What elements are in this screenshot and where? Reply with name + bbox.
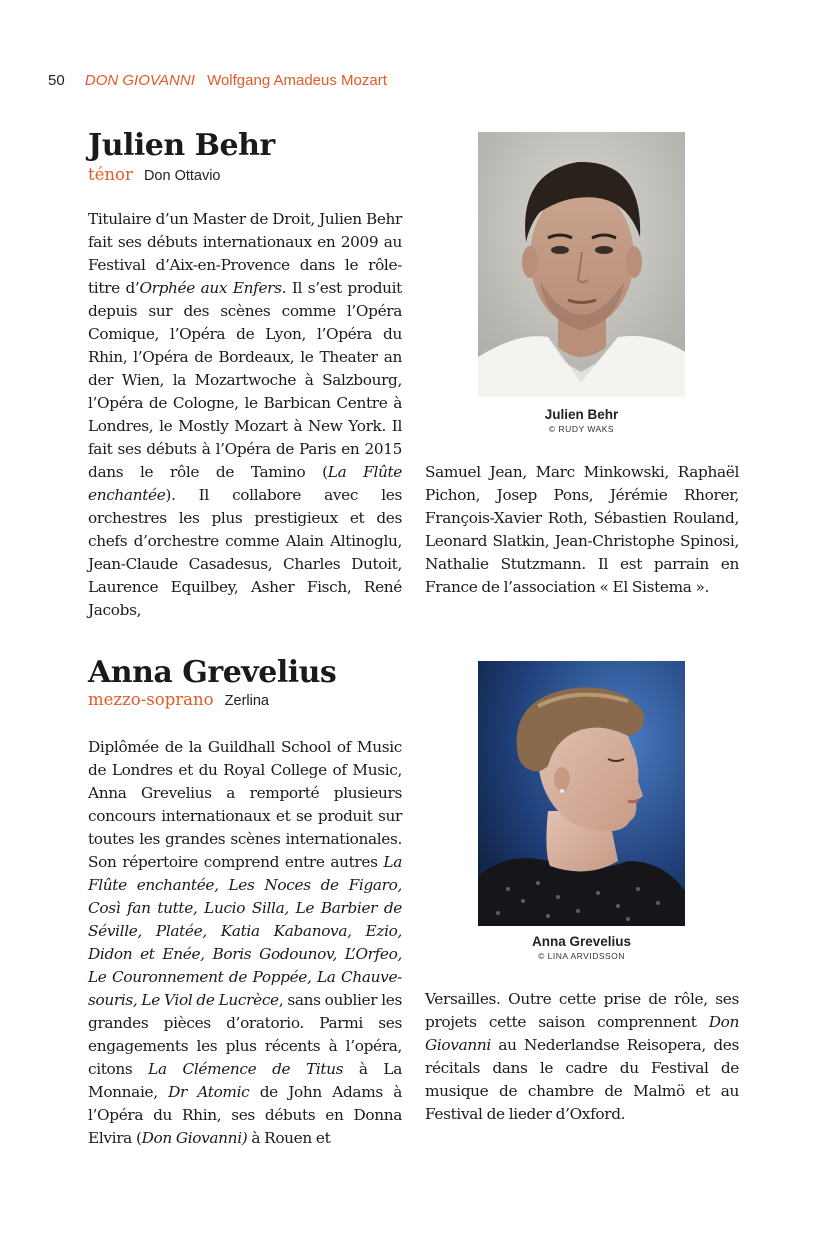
running-head — [48, 72, 387, 89]
bio-paragraph — [425, 988, 739, 1126]
photo-credit: © LINA ARVIDSSON — [538, 951, 625, 961]
bio-column-right — [425, 988, 739, 1126]
voice-role-line — [88, 690, 269, 709]
voice-role-line — [88, 165, 221, 184]
bio-paragraph: Samuel Jean, Marc Minkowski, Raphaël Pichon, Josep Pons, Jérémie Rhorer, François-Xavier Roth, Sébastien Rouland, Leonard Slatkin, Jean-Christophe Spinosi, Nathalie Stutzmann. Il est parrain en France de l’association « El Sistema ». — [425, 463, 739, 596]
bio-column-left — [88, 736, 402, 1150]
bio-paragraph — [88, 736, 402, 1150]
bio-italic: La Flûte enchantée, Les Noces de Figaro, Così fan tutte, Lucio Silla, Le Barbier de Séville, Platée, Katia Kabanova, Ezio, Didon et Enée, Boris Godounov, L’Orfeo, Le Couronnement de Poppée, La Chauve-souris, Le Viol de Lucrèce — [88, 853, 402, 1009]
photo-credit: © RUDY WAKS — [548, 424, 615, 434]
bio-text: au Nederlandse Reisopera, des récitals dans le cadre du Festival de musique de chambre de Malmö et au Festival de lieder d’Oxford. — [425, 1036, 739, 1123]
bio-italic: La Clémence de Titus — [148, 1060, 344, 1078]
bio-italic: Don Giovanni — [425, 1013, 739, 1054]
bio-italic: Dr Atomic — [168, 1083, 250, 1101]
bio-text: . Il s’est produit depuis sur des scènes comme l’Opéra Comique, l’Opéra de Lyon, l’Opéra du Rhin, l’Opéra de Bordeaux, le Theater an der Wien, la Mozartwoche à Salzbourg, l’Opéra de Cologne, le Barbican Centre à Londres, le Mostly Mozart à New York. Il fait ses débuts à l’Opéra de Paris en 2015 dans le rôle de Tamino ( — [88, 279, 402, 481]
bio-text: de John Adams à l’Opéra du Rhin, ses débuts en Donna Elvira ( — [88, 1083, 403, 1147]
artist-name: Anna Grevelius — [88, 655, 337, 690]
photo-caption — [478, 407, 685, 434]
voice-type: mezzo-soprano — [88, 690, 214, 709]
artist-photo — [478, 132, 685, 397]
artist-name: Julien Behr — [88, 128, 275, 163]
bio-column-right — [425, 461, 739, 599]
caption-name: Julien Behr — [544, 407, 619, 422]
role-name: Zerlina — [224, 693, 269, 709]
bio-italic: Orphée aux Enfers — [139, 279, 282, 297]
bio-italic: Don Giovanni) — [141, 1129, 248, 1147]
bio-italic: La Flûte enchantée — [88, 463, 402, 504]
bio-column-left — [88, 208, 402, 622]
role-name: Don Ottavio — [143, 168, 221, 184]
work-title: DON GIOVANNI — [84, 72, 195, 89]
bio-paragraph — [88, 208, 402, 622]
portrait-image — [478, 661, 685, 926]
bio-text: Diplômée de la Guildhall School of Music de Londres et du Royal College of Music, Anna Grevelius a remporté plusieurs concours internationaux et se produit sur toutes les grandes scènes internationales. Son répertoire comprend entre autres — [88, 738, 402, 871]
bio-text: Titulaire d’un Master de Droit, Julien Behr fait ses débuts internationaux en 2009 au Festival d’Aix-en-Provence dans le rôle-titre d’ — [88, 210, 402, 297]
artist-photo — [478, 661, 685, 926]
voice-type: ténor — [88, 165, 133, 184]
bio-text: à La Monnaie, — [88, 1060, 402, 1101]
bio-text: ). Il collabore avec les orchestres les plus prestigieux et des chefs d’orchestre comme Alain Altinoglu, Jean-Claude Casadesus, Charles Dutoit, Laurence Equilbey, Asher Fisch, René Jacobs, — [88, 486, 402, 619]
portrait-image — [478, 132, 685, 397]
photo-caption — [478, 934, 685, 961]
caption-name: Anna Grevelius — [531, 934, 632, 949]
bio-text: Versailles. Outre cette prise de rôle, ses projets cette saison comprennent — [425, 990, 739, 1031]
bio-text: , sans oublier les grandes pièces d’oratorio. Parmi ses engagements les plus récents à l’opéra, citons — [88, 991, 402, 1078]
composer-name: Wolfgang Amadeus Mozart — [207, 72, 387, 89]
bio-text: à Rouen et — [247, 1129, 331, 1147]
page-number: 50 — [48, 72, 65, 89]
